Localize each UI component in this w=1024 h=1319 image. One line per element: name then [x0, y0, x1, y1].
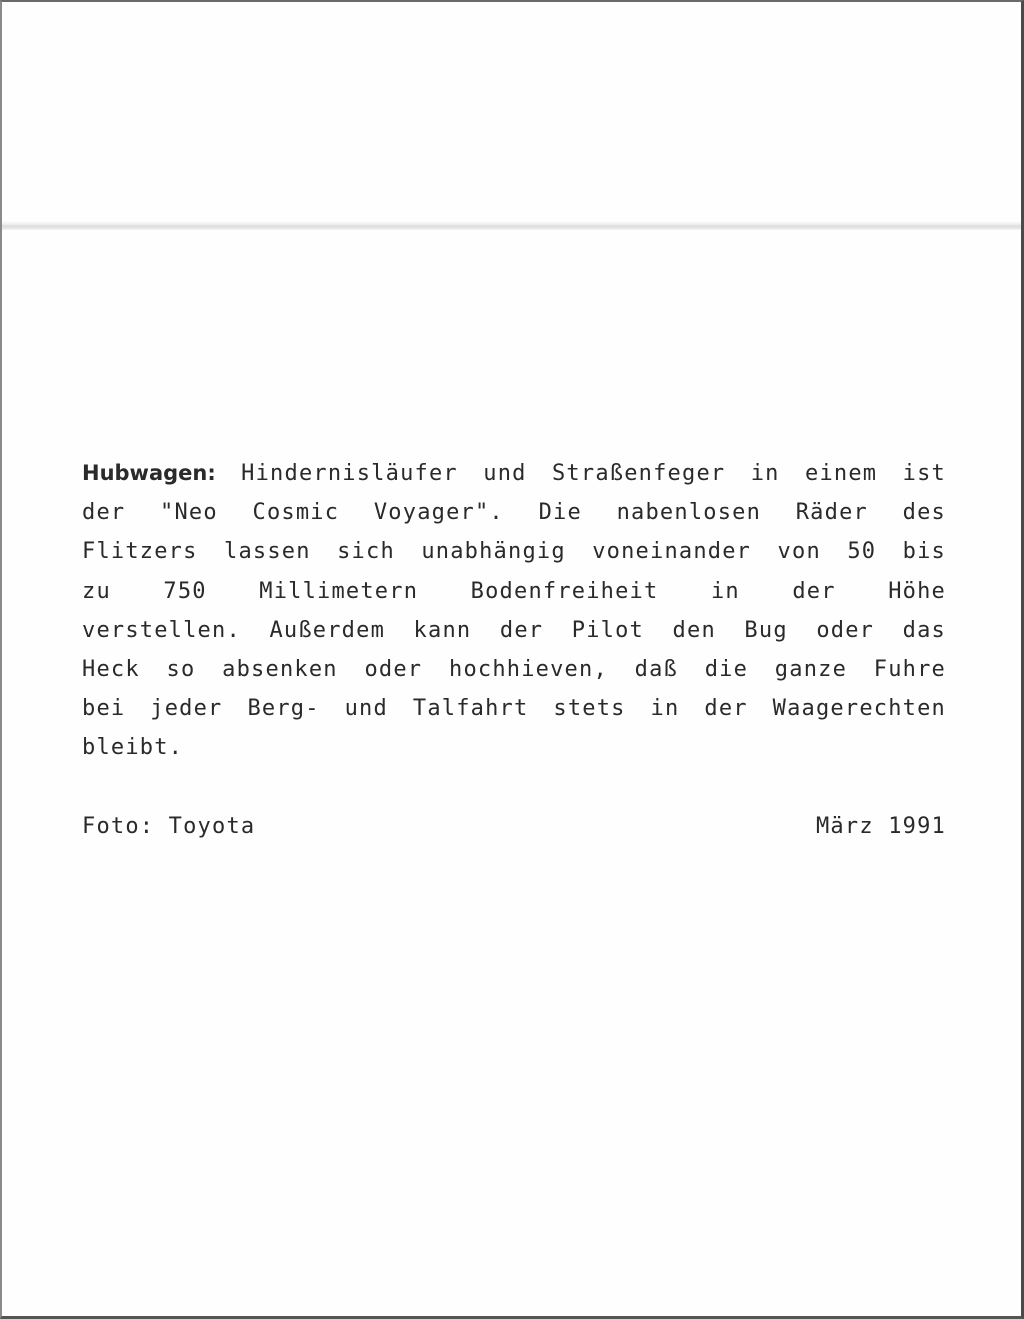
caption-date: März 1991 — [815, 814, 946, 839]
caption-line: Heck so absenken oder hochhieven, daß die ganze Fuhre — [82, 656, 946, 682]
caption-line-text: Hindernisläufer und Straßenfeger in einem ist — [215, 461, 946, 486]
caption-label: Hubwagen: — [82, 461, 216, 485]
caption-line: der "Neo Cosmic Voyager". Die nabenlosen Räder des — [82, 500, 946, 526]
caption-line — [82, 454, 946, 493]
caption-line: bei jeder Berg- und Talfahrt stets in der Waagerechten — [82, 696, 946, 722]
caption-footer — [82, 807, 946, 846]
caption-line: zu 750 Millimetern Bodenfreiheit in der Höhe — [82, 578, 946, 604]
caption-line: bleibt. — [82, 735, 184, 761]
caption-line: Flitzers lassen sich unabhängig voneinander von 50 bis — [82, 539, 946, 565]
paper-fold-line — [2, 221, 1024, 230]
caption-line: verstellen. Außerdem kann der Pilot den Bug oder das — [82, 617, 946, 643]
photo-credit: Foto: Toyota — [82, 814, 256, 839]
caption-text — [82, 454, 946, 768]
